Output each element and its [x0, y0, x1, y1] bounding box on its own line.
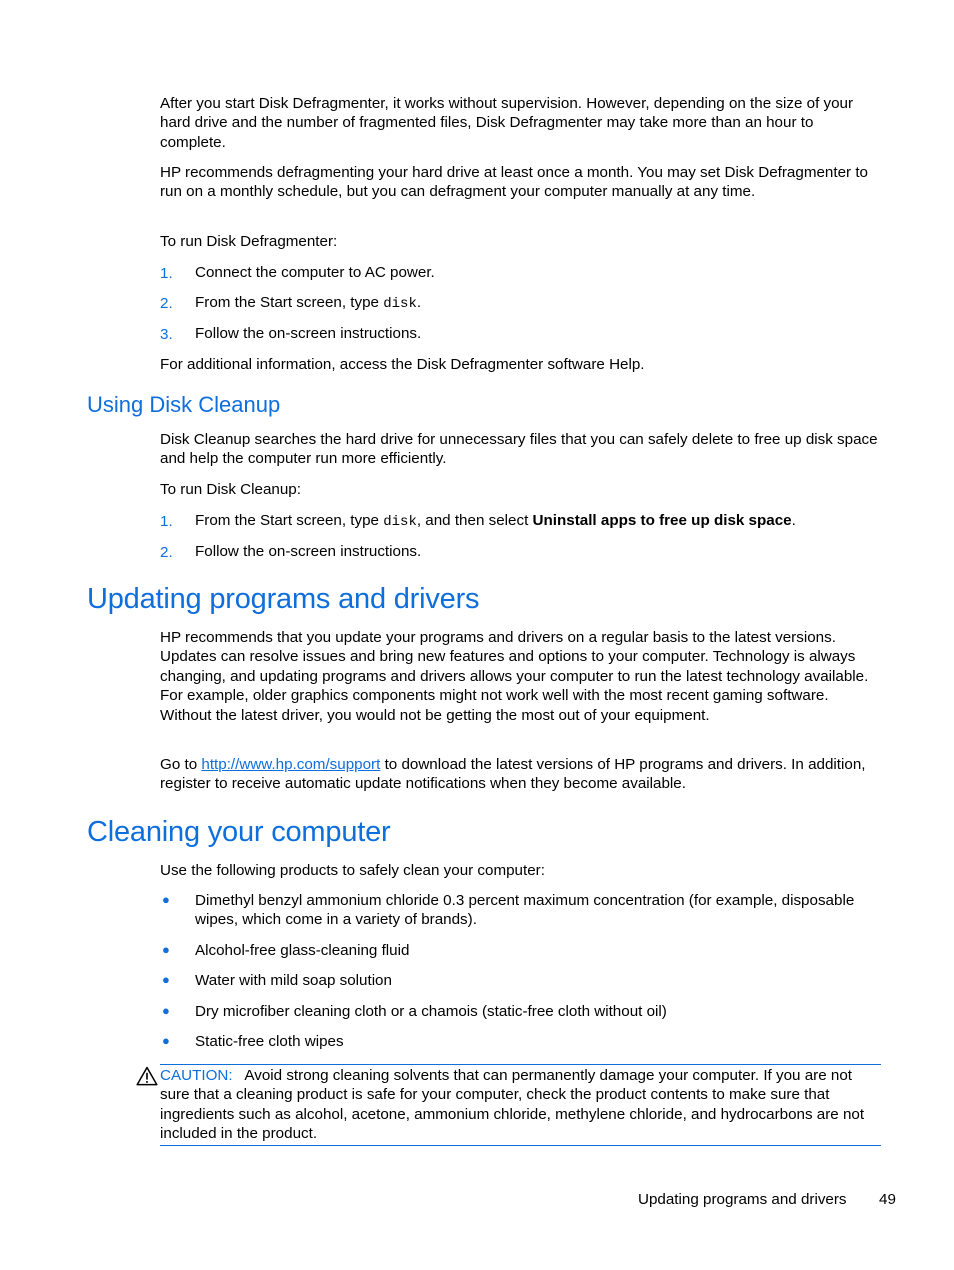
step-text-pre: From the Start screen, type [195, 294, 384, 311]
code-disk: disk [383, 514, 417, 530]
footer-section-title: Updating programs and drivers [638, 1191, 847, 1208]
bullet-text: Alcohol-free glass-cleaning fluid [195, 942, 410, 959]
paragraph-cleanup-intro: Disk Cleanup searches the hard drive for unnecessary files that you can safely delete to free up disk space and help the computer run more efficiently. [160, 431, 878, 468]
heading-using-disk-cleanup: Using Disk Cleanup [87, 392, 281, 417]
hp-support-link[interactable]: http://www.hp.com/support [201, 756, 381, 773]
paragraph-additional-info: For additional information, access the Disk Defragmenter software Help. [160, 356, 645, 373]
bullet-text: Static-free cloth wipes [195, 1033, 344, 1050]
step-text [195, 293, 880, 314]
caution-label: CAUTION: [160, 1067, 233, 1084]
step-text [195, 511, 880, 532]
step-number: 2. [160, 295, 173, 312]
menu-option-uninstall-apps: Uninstall apps to free up disk space [532, 512, 792, 529]
paragraph-to-run-defrag: To run Disk Defragmenter: [160, 233, 338, 250]
paragraph-defrag-schedule: HP recommends defragmenting your hard drive at least once a month. You may set Disk Defragmenter to run on a monthly schedule, but you can defragment your computer manually at any time. [160, 164, 868, 201]
paragraph-defrag-intro: After you start Disk Defragmenter, it works without supervision. However, depending on the size of your hard drive and the number of fragmented files, Disk Defragmenter may take more than an hour to complete. [160, 95, 854, 151]
caution-notice [160, 1066, 882, 1144]
step-text: Follow the on-screen instructions. [195, 543, 422, 560]
bullet-text: Dimethyl benzyl ammonium chloride 0.3 percent maximum concentration (for example, disposable wipes, which come in a variety of brands). [195, 892, 855, 929]
step-text-post: . [791, 512, 796, 529]
step-number: 3. [160, 326, 173, 343]
heading-updating-programs: Updating programs and drivers [87, 583, 480, 615]
goto-post: to download the latest versions of HP programs and drivers. In addition, register to receive automatic update notifications when they become available. [160, 756, 866, 793]
bullet-icon: ● [162, 1003, 170, 1018]
bullet-text: Water with mild soap solution [195, 972, 392, 989]
bullet-icon: ● [162, 1033, 170, 1048]
step-text-mid: , and then select [416, 512, 533, 529]
step-number: 1. [160, 513, 173, 530]
bullet-icon: ● [162, 942, 170, 957]
step-text: Connect the computer to AC power. [195, 264, 435, 281]
paragraph-updating: HP recommends that you update your programs and drivers on a regular basis to the latest versions. Updates can resolve issues and bring new features and options to your computer. Technology is always changing, and updating programs and drivers allows your computer to run the latest technology available. For example, older graphics components might not work well with the most recent gaming software. Without the latest driver, you would not be getting the most out of your equipment. [160, 629, 869, 724]
heading-cleaning-computer: Cleaning your computer [87, 816, 391, 848]
bullet-icon: ● [162, 972, 170, 987]
paragraph-cleaning-intro: Use the following products to safely clean your computer: [160, 862, 545, 879]
goto-pre: Go to [160, 756, 202, 773]
step-text-pre: From the Start screen, type [195, 512, 384, 529]
footer-page-number: 49 [879, 1191, 896, 1208]
paragraph-goto-support [160, 755, 880, 794]
paragraph-to-run-cleanup: To run Disk Cleanup: [160, 481, 301, 498]
caution-text: Avoid strong cleaning solvents that can permanently damage your computer. If you are not sure that a cleaning product is safe for your computer, check the product contents to make sure that ingredients such as alcohol, acetone, ammonium chloride, methylene chloride, and hydrocarbons are not included in the product. [160, 1067, 865, 1143]
caution-bottom-rule [160, 1145, 881, 1146]
bullet-icon: ● [162, 892, 170, 907]
warning-triangle-icon [136, 1066, 158, 1086]
step-number: 1. [160, 265, 173, 282]
step-number: 2. [160, 544, 173, 561]
caution-top-rule [160, 1064, 881, 1065]
code-disk: disk [383, 296, 417, 312]
step-text: Follow the on-screen instructions. [195, 325, 422, 342]
bullet-text: Dry microfiber cleaning cloth or a chamois (static-free cloth without oil) [195, 1003, 667, 1020]
step-text-post: . [416, 294, 422, 311]
